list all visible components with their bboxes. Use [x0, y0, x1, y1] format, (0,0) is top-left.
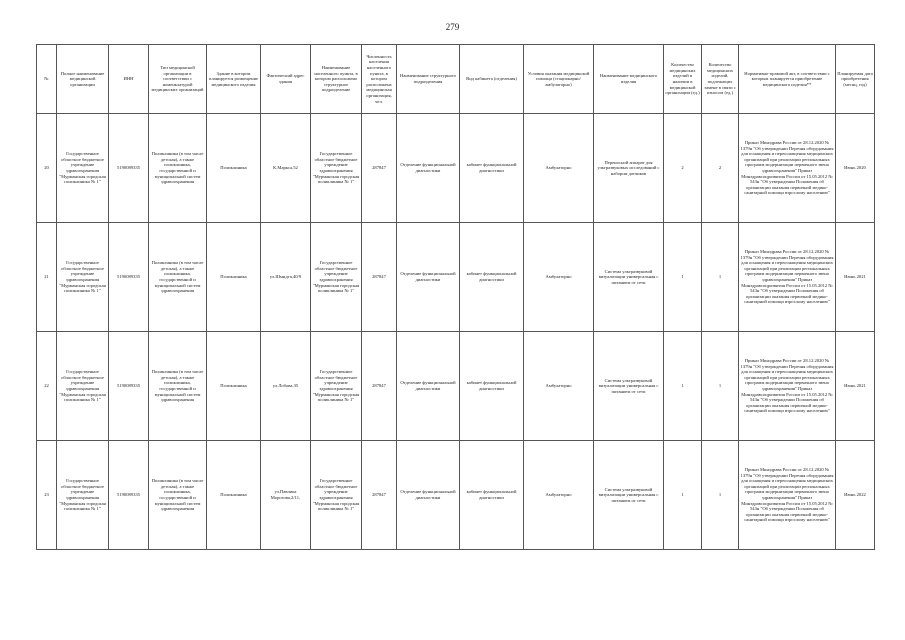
cell-address: К.Маркса,52: [261, 114, 311, 223]
cell-legal: Приказ Минздрава России от 28.12.2020 № 1379н "Об утверждении Перечня оборудования для оснащения и переоснащения медицинских организаций при реализации региональных программ модернизации первичного звена здравоохранения" Приказ Минздравсоцразвития России от 15.05.2012 № 543н "Об утверждении Положения об организации оказания первичной медико-санитарной помощи взрослому населению": [739, 332, 836, 441]
cell-to-replace: 1: [702, 332, 739, 441]
cell-date: Июнь 2022: [836, 441, 875, 550]
table-row: [37, 114, 875, 223]
cell-settlement: Государственное областное бюджетное учреждение здравоохранения "Мурманская городская поликлиника № 1": [311, 332, 362, 441]
cell-address: ул.Павлика Морозова,2/11,: [261, 441, 311, 550]
cell-building: Поликлиника: [207, 332, 261, 441]
cell-settlement: Государственное областное бюджетное учреждение здравоохранения "Мурманская городская поликлиника № 1": [311, 223, 362, 332]
cell-to-replace: 1: [702, 223, 739, 332]
cell-inn: 5190089335: [109, 441, 149, 550]
cell-device: Переносной аппарат для ультразвуковых исследований с набором датчиков: [594, 114, 664, 223]
header-conditions: Условия оказания медицинской помощи (стационарно/амбулаторно): [524, 45, 594, 114]
cell-population: 287847: [362, 114, 397, 223]
cell-building: Поликлиника: [207, 223, 261, 332]
page-number: 279: [445, 22, 460, 32]
cell-unit: Отделение функциональной диагностики: [397, 223, 460, 332]
cell-device: Система ультразвуковой визуализации универсальная с питанием от сети: [594, 441, 664, 550]
cell-in-stock: 1: [664, 223, 702, 332]
cell-unit: Отделение функциональной диагностики: [397, 114, 460, 223]
cell-legal: Приказ Минздрава России от 28.12.2020 № 1379н "Об утверждении Перечня оборудования для оснащения и переоснащения медицинских организаций при реализации региональных программ модернизации первичного звена здравоохранения" Приказ Минздравсоцразвития России от 15.05.2012 № 543н "Об утверждении Положения об организации оказания первичной медико-санитарной помощи взрослому населению": [739, 114, 836, 223]
cell-type: Поликлиника (в том числе детская), а также поликлиника, государственной и муниципальной систем здравоохранения: [149, 332, 207, 441]
header-legal: Нормативно-правовой акт, в соответствии с которым планируется приобретение медицинского изделия**: [739, 45, 836, 114]
header-cabinet: Вид кабинета (отделения): [460, 45, 524, 114]
cell-population: 287847: [362, 441, 397, 550]
cell-conditions: Амбулаторно: [524, 332, 594, 441]
cell-cabinet: кабинет функциональной диагностики: [460, 441, 524, 550]
cell-in-stock: 2: [664, 114, 702, 223]
cell-to-replace: 1: [702, 441, 739, 550]
cell-inn: 5190089335: [109, 223, 149, 332]
cell-no: 20: [37, 114, 57, 223]
cell-type: Поликлиника (в том числе детская), а также поликлиника, государственной и муниципальной систем здравоохранения: [149, 114, 207, 223]
cell-org: Государственное областное бюджетное учреждение здравоохранения "Мурманская городская поликлиника № 1": [57, 223, 109, 332]
cell-no: 22: [37, 332, 57, 441]
cell-cabinet: кабинет функциональной диагностики: [460, 114, 524, 223]
cell-building: Поликлиника: [207, 114, 261, 223]
cell-cabinet: кабинет функциональной диагностики: [460, 332, 524, 441]
cell-building: Поликлиника: [207, 441, 261, 550]
equipment-table: [36, 44, 875, 550]
header-address: Фактический адрес здания: [261, 45, 311, 114]
cell-to-replace: 2: [702, 114, 739, 223]
table-row: [37, 332, 875, 441]
header-inn: ИНН: [109, 45, 149, 114]
header-population: Численность населения населенного пункта, в котором расположена медицинская организация, чел.: [362, 45, 397, 114]
cell-conditions: Амбулаторно: [524, 223, 594, 332]
cell-in-stock: 1: [664, 332, 702, 441]
cell-date: Июнь 2020: [836, 114, 875, 223]
cell-org: Государственное областное бюджетное учреждение здравоохранения "Мурманская городская поликлиника № 1": [57, 114, 109, 223]
cell-unit: Отделение функциональной диагностики: [397, 332, 460, 441]
cell-inn: 5190089335: [109, 114, 149, 223]
header-unit: Наименование структурного подразделения: [397, 45, 460, 114]
cell-in-stock: 1: [664, 441, 702, 550]
header-type: Тип медицинской организации в соответствии с номенклатурой медицинских организаций: [149, 45, 207, 114]
cell-type: Поликлиника (в том числе детская), а также поликлиника, государственной и муниципальной систем здравоохранения: [149, 223, 207, 332]
cell-conditions: Амбулаторно: [524, 441, 594, 550]
cell-org: Государственное областное бюджетное учреждение здравоохранения "Мурманская городская поликлиника № 1": [57, 332, 109, 441]
cell-conditions: Амбулаторно: [524, 114, 594, 223]
cell-inn: 5190089335: [109, 332, 149, 441]
cell-address: ул.Шмидта,40/9: [261, 223, 311, 332]
cell-population: 287847: [362, 223, 397, 332]
cell-org: Государственное областное бюджетное учреждение здравоохранения "Мурманская городская поликлиника № 1": [57, 441, 109, 550]
header-date: Планируемая дата приобретения (месяц, год): [836, 45, 875, 114]
table-row: [37, 223, 875, 332]
cell-device: Система ультразвуковой визуализации универсальная с питанием от сети: [594, 332, 664, 441]
cell-no: 21: [37, 223, 57, 332]
header-in-stock: Количество медицинских изделий в наличии в медицинской организации (ед.): [664, 45, 702, 114]
cell-address: ул.Лобова,35: [261, 332, 311, 441]
cell-legal: Приказ Минздрава России от 28.12.2020 № 1379н "Об утверждении Перечня оборудования для оснащения и переоснащения медицинских организаций при реализации региональных программ модернизации первичного звена здравоохранения" Приказ Минздравсоцразвития России от 15.05.2012 № 543н "Об утверждении Положения об организации оказания первичной медико-санитарной помощи взрослому населению": [739, 441, 836, 550]
cell-unit: Отделение функциональной диагностики: [397, 441, 460, 550]
cell-type: Поликлиника (в том числе детская), а также поликлиника, государственной и муниципальной систем здравоохранения: [149, 441, 207, 550]
cell-device: Система ультразвуковой визуализации универсальная с питанием от сети: [594, 223, 664, 332]
table-header-row: [37, 45, 875, 114]
cell-cabinet: кабинет функциональной диагностики: [460, 223, 524, 332]
header-to-replace: Количество медицинских изделий, подлежащих замене в связи с износом (ед.): [702, 45, 739, 114]
header-no: №: [37, 45, 57, 114]
cell-population: 287847: [362, 332, 397, 441]
header-settlement: Наименование населенного пункта, в котором расположено структурное подразделение: [311, 45, 362, 114]
cell-no: 23: [37, 441, 57, 550]
cell-legal: Приказ Минздрава России от 28.12.2020 № 1379н "Об утверждении Перечня оборудования для оснащения и переоснащения медицинских организаций при реализации региональных программ модернизации первичного звена здравоохранения" Приказ Минздравсоцразвития России от 15.05.2012 № 543н "Об утверждении Положения об организации оказания первичной медико-санитарной помощи взрослому населению": [739, 223, 836, 332]
cell-date: Июнь 2021: [836, 332, 875, 441]
table-row: [37, 441, 875, 550]
header-building: Здание в котором планируется размещение медицинского изделия: [207, 45, 261, 114]
cell-settlement: Государственное областное бюджетное учреждение здравоохранения "Мурманская городская поликлиника № 1": [311, 114, 362, 223]
cell-settlement: Государственное областное бюджетное учреждение здравоохранения "Мурманская городская поликлиника № 1": [311, 441, 362, 550]
header-device: Наименование медицинского изделия: [594, 45, 664, 114]
cell-date: Июнь 2021: [836, 223, 875, 332]
header-org: Полное наименование медицинской организации: [57, 45, 109, 114]
